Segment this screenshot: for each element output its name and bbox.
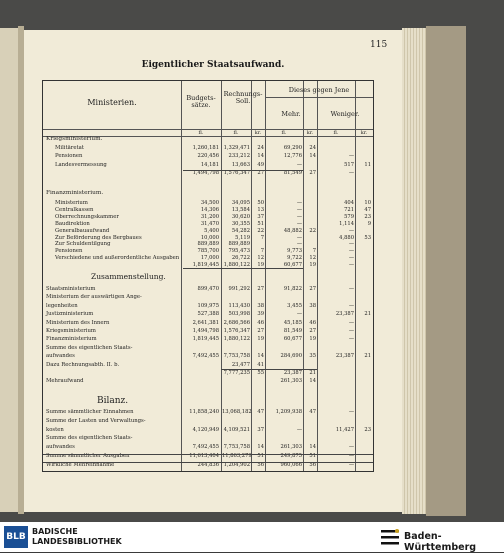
row-label: Ministerium xyxy=(55,200,88,206)
mehr-kr: 51 xyxy=(309,453,316,459)
row-label: Ministerium des Innern xyxy=(46,319,110,326)
mehr-value: — xyxy=(296,206,302,213)
document-page xyxy=(24,30,402,512)
rechnung-kr: 55 xyxy=(257,370,264,376)
rechnung-value: 1,329,471 xyxy=(223,145,250,151)
rechnung-kr: 19 xyxy=(257,262,264,269)
row-label: aufwandes xyxy=(46,353,75,360)
sum-rule xyxy=(43,462,373,463)
mehr-value: 23,387 xyxy=(283,370,302,376)
row-label: Generalbauaufwand xyxy=(55,227,110,234)
weniger-value: — xyxy=(348,248,354,255)
weniger-value: 517 xyxy=(344,161,354,168)
rechnung-value: 1,576,347 xyxy=(223,328,250,334)
left-page-edge xyxy=(0,28,18,512)
weniger-value: 579 xyxy=(344,213,354,220)
budget-value: 109,975 xyxy=(197,302,219,309)
section-heading: Bilanz. xyxy=(97,396,129,406)
mehr-value: — xyxy=(296,426,302,433)
mehr-kr: 56 xyxy=(309,461,316,468)
mehr-value: 81,549 xyxy=(283,170,302,177)
mehr-value: 9,773 xyxy=(287,248,302,255)
mehr-value: 1,209,938 xyxy=(275,409,302,415)
rechnung-kr: 39 xyxy=(257,311,264,318)
mehr-value: 9,722 xyxy=(287,255,302,262)
mehr-value: — xyxy=(296,161,302,168)
rechnung-kr: 7 xyxy=(260,234,264,241)
rechnung-kr: 27 xyxy=(257,170,264,177)
budget-value: 14,181 xyxy=(200,161,219,168)
weniger-kr: 9 xyxy=(367,220,371,227)
mehr-kr: 19 xyxy=(309,336,316,343)
mehr-kr: 19 xyxy=(309,262,316,269)
mehr-value: 960,066 xyxy=(280,461,302,468)
weniger-kr: 21 xyxy=(364,353,371,360)
rechnung-kr: 38 xyxy=(257,302,264,309)
blb-name xyxy=(32,527,122,547)
col-divider xyxy=(303,97,304,130)
weniger-value: 4,880 xyxy=(339,234,354,241)
unit-fl: fl. xyxy=(333,130,339,136)
rechnung-kr: 22 xyxy=(257,227,264,234)
mehr-kr: 35 xyxy=(309,353,316,360)
blb-logo[interactable]: BLB xyxy=(4,526,28,548)
mehr-value: — xyxy=(296,220,302,227)
page-number: 115 xyxy=(370,40,388,50)
bw-name: Baden-Württemberg xyxy=(404,531,477,553)
mehr-value: 48,882 xyxy=(283,227,302,234)
weniger-value: — xyxy=(348,286,354,292)
header-rule xyxy=(265,97,373,98)
row-label: Finanzministerium xyxy=(46,336,97,343)
weniger-value: — xyxy=(348,241,354,248)
header-vergleich: Dieses gegen Jene xyxy=(288,86,350,94)
weniger-value: — xyxy=(348,328,354,334)
mehr-value: — xyxy=(296,241,302,248)
rechnung-value: 7,777,235 xyxy=(223,370,250,376)
mehr-value: — xyxy=(296,213,302,220)
weniger-value: 23,387 xyxy=(335,311,354,318)
sum-rule xyxy=(43,454,373,455)
header-mehr: Mehr. xyxy=(281,110,301,118)
rechnung-kr: 49 xyxy=(257,161,264,168)
rechnung-value: 11,863,279 xyxy=(222,453,252,459)
mehr-kr: 38 xyxy=(309,302,316,309)
rechnung-kr: 13 xyxy=(257,206,264,213)
col-divider xyxy=(355,81,356,471)
row-label: Centralkassen xyxy=(55,206,94,213)
page-title: Eigentlicher Staatsaufwand. xyxy=(141,60,285,70)
section-heading: Finanzministerium. xyxy=(46,190,104,196)
rechnung-value: 7,753,758 xyxy=(223,353,250,360)
mehr-kr: 47 xyxy=(309,409,316,415)
weniger-value: 23,387 xyxy=(335,353,354,360)
rechnung-value: 5,119 xyxy=(235,234,250,241)
section-heading: Zusammenstellung. xyxy=(91,272,166,281)
mehr-value: 261,303 xyxy=(280,444,302,451)
section-heading: Kriegsministerium. xyxy=(46,136,103,142)
weniger-value: 11,427 xyxy=(335,426,354,433)
expenditure-table xyxy=(42,80,374,472)
budget-value: 899,470 xyxy=(197,286,219,292)
mehr-kr: 21 xyxy=(309,370,316,376)
rechnung-kr: 46 xyxy=(257,319,264,326)
weniger-kr: 11 xyxy=(364,161,371,168)
header-budget: Budgets- sätze. xyxy=(186,94,216,109)
mehr-value: 69,290 xyxy=(283,145,302,151)
row-label: Pensionen xyxy=(55,248,83,255)
budget-value: 2,641,381 xyxy=(192,319,219,326)
row-label: Summe sämmtlicher Einnahmen xyxy=(46,409,134,415)
row-label: Landesvermessung xyxy=(55,161,107,168)
weniger-value: — xyxy=(348,453,354,459)
mehr-value: — xyxy=(296,234,302,241)
rechnung-value: 26,722 xyxy=(231,255,250,262)
budget-value: 34,500 xyxy=(200,200,219,206)
unit-kr: kr. xyxy=(360,130,368,136)
mehr-kr: 14 xyxy=(309,378,316,385)
weniger-kr: 21 xyxy=(364,311,371,318)
rechnung-kr: 14 xyxy=(257,353,264,360)
row-label: Summe des eigentlichen Staats- xyxy=(46,344,133,351)
weniger-value: 721 xyxy=(344,206,354,213)
budget-value: 31,200 xyxy=(200,213,219,220)
mehr-value: 249,875 xyxy=(280,453,302,459)
bw-lions-icon xyxy=(380,527,400,547)
row-label: Zur Beförderung des Bergbaues xyxy=(55,234,142,241)
row-label: Summe sämmtlicher Ausgaben xyxy=(46,453,130,459)
rechnung-value: 13,584 xyxy=(231,206,250,213)
budget-value: 11,613,404 xyxy=(189,453,219,459)
scan-background-right xyxy=(466,0,504,522)
rechnung-value: 1,576,347 xyxy=(223,170,250,177)
col-divider xyxy=(181,81,182,471)
weniger-value: — xyxy=(348,255,354,262)
budget-value: 1,494,798 xyxy=(192,328,219,334)
rechnung-kr: 27 xyxy=(257,328,264,334)
rechnung-value: 23,477 xyxy=(231,361,250,368)
mehr-kr: 14 xyxy=(309,153,316,160)
rechnung-value: 4,109,521 xyxy=(223,426,250,433)
mehr-kr: 27 xyxy=(309,328,316,334)
weniger-value: — xyxy=(348,319,354,326)
mehr-kr: 7 xyxy=(312,248,316,255)
rechnung-kr: 27 xyxy=(257,286,264,292)
rechnung-value: 30,620 xyxy=(231,213,250,220)
rechnung-value: 1,880,122 xyxy=(223,262,250,269)
budget-value: 889,889 xyxy=(197,241,219,248)
row-label: Militäretat xyxy=(55,145,84,151)
weniger-value: — xyxy=(348,153,354,160)
header-weniger: Weniger. xyxy=(330,110,360,118)
header-ministerien: Ministerien. xyxy=(87,98,137,107)
budget-value: 527,388 xyxy=(197,311,219,318)
weniger-kr: 47 xyxy=(364,206,371,213)
rechnung-value: 30,355 xyxy=(231,220,250,227)
rechnung-value: 13,068,182 xyxy=(222,409,252,415)
weniger-kr: 23 xyxy=(364,426,371,433)
row-label: Baudirektion xyxy=(55,220,90,227)
budget-value: 220,456 xyxy=(197,153,219,160)
budget-value: 7,492,455 xyxy=(192,444,219,451)
rechnung-value: 7,753,758 xyxy=(223,444,250,451)
blb-name-line1: BADISCHE xyxy=(32,527,78,536)
row-label: Wirkliche Mehreinnahme xyxy=(46,461,115,468)
weniger-value: 404 xyxy=(344,200,354,206)
sum-rule xyxy=(183,170,303,171)
row-label: Staatsministerium xyxy=(46,286,96,292)
weniger-value: — xyxy=(348,262,354,269)
weniger-kr: 10 xyxy=(364,200,371,206)
rechnung-value: 34,095 xyxy=(231,200,250,206)
mehr-kr: 27 xyxy=(309,170,316,177)
weniger-kr: 53 xyxy=(364,234,371,241)
sum-rule xyxy=(221,369,317,370)
mehr-kr: 12 xyxy=(309,255,316,262)
budget-value: 1,819,445 xyxy=(192,336,219,343)
page-stack-edge xyxy=(402,28,426,514)
weniger-value: 1,114 xyxy=(339,220,354,227)
weniger-kr: 23 xyxy=(364,213,371,220)
rechnung-kr: 19 xyxy=(257,336,264,343)
rechnung-kr: 37 xyxy=(257,213,264,220)
unit-kr: kr. xyxy=(306,130,314,136)
rechnung-kr: 37 xyxy=(257,426,264,433)
row-label: Verschiedene und außerordentliche Ausgaben xyxy=(55,255,180,262)
mehr-value: — xyxy=(296,200,302,206)
budget-value: 17,000 xyxy=(200,255,219,262)
weniger-value: — xyxy=(348,444,354,451)
mehr-kr: 24 xyxy=(309,145,316,151)
rechnung-kr: 12 xyxy=(257,255,264,262)
row-label: Zur Schuldentilgung xyxy=(55,241,111,248)
budget-value: 1,260,181 xyxy=(192,145,219,151)
mehr-value: 45,185 xyxy=(283,319,302,326)
budget-value: 11,858,240 xyxy=(189,409,219,415)
mehr-value: 60,677 xyxy=(283,262,302,269)
budget-value: 244,836 xyxy=(197,461,219,468)
sum-rule xyxy=(183,268,303,269)
weniger-value: — xyxy=(348,302,354,309)
rechnung-kr: 41 xyxy=(257,361,264,368)
unit-kr: kr. xyxy=(254,130,262,136)
budget-value: 5,400 xyxy=(204,227,219,234)
rechnung-kr: 47 xyxy=(257,409,264,415)
budget-value: 785,700 xyxy=(197,248,219,255)
budget-value: 14,306 xyxy=(200,206,219,213)
blb-name-line2: LANDESBIBLIOTHEK xyxy=(32,537,122,546)
rechnung-kr: 51 xyxy=(257,220,264,227)
rechnung-value: 1,880,122 xyxy=(223,336,250,343)
budget-value: 31,470 xyxy=(200,220,219,227)
mehr-value: 284,690 xyxy=(280,353,302,360)
unit-fl: fl. xyxy=(198,130,204,136)
mehr-value: 91,822 xyxy=(283,286,302,292)
budget-value: 7,492,455 xyxy=(192,353,219,360)
rechnung-value: 233,212 xyxy=(228,153,250,160)
rechnung-kr: 14 xyxy=(257,444,264,451)
weniger-value: — xyxy=(348,227,354,234)
row-label: Dazu Rechnungsabth. II. b. xyxy=(46,361,120,368)
row-label: Justizministerium xyxy=(46,311,94,318)
mehr-value: — xyxy=(296,311,302,318)
mehr-value: 81,549 xyxy=(283,328,302,334)
rechnung-kr: 14 xyxy=(257,153,264,160)
row-label: aufwandes xyxy=(46,444,75,451)
unit-fl: fl. xyxy=(233,130,239,136)
row-label: legenheiten xyxy=(46,302,78,309)
mehr-value: 261,303 xyxy=(280,378,302,385)
mehr-kr: 46 xyxy=(309,319,316,326)
mehr-value: 3,455 xyxy=(287,302,302,309)
rechnung-value: 991,292 xyxy=(228,286,250,292)
mehr-value: 12,776 xyxy=(283,153,302,160)
row-label: Oberrechnungskammer xyxy=(55,213,119,220)
row-label: Summe der Lasten und Verwaltungs- xyxy=(46,417,146,424)
rechnung-value: 1,204,902 xyxy=(223,461,250,468)
rechnung-value: 113,430 xyxy=(228,302,250,309)
rechnung-value: 54,282 xyxy=(231,227,250,234)
row-label: Summe des eigentlichen Staats- xyxy=(46,435,133,442)
rechnung-kr: 50 xyxy=(257,200,264,206)
row-label: Mehraufwand xyxy=(46,378,84,385)
mehr-kr: 22 xyxy=(309,227,316,234)
row-label: Ministerium der auswärtigen Ange- xyxy=(46,294,142,301)
rechnung-value: 2,686,566 xyxy=(223,319,250,326)
weniger-value: — xyxy=(348,336,354,343)
rechnung-value: 13,663 xyxy=(231,161,250,168)
rechnung-kr: 51 xyxy=(257,453,264,459)
header-rechnung: Rechnungs- Soll. xyxy=(223,90,263,105)
rechnung-value: 795,473 xyxy=(228,248,250,255)
rechnung-kr: 7 xyxy=(260,248,264,255)
weniger-value: — xyxy=(348,409,354,415)
rechnung-kr: 24 xyxy=(257,145,264,151)
row-label: Pensionen xyxy=(55,153,83,160)
book-cover-board xyxy=(426,26,466,516)
budget-value: 4,120,949 xyxy=(192,426,219,433)
rechnung-kr: 56 xyxy=(257,461,264,468)
weniger-value: — xyxy=(348,461,354,468)
row-label: Kriegsministerium xyxy=(46,328,96,334)
mehr-kr: 14 xyxy=(309,444,316,451)
budget-value: 1,494,798 xyxy=(192,170,219,177)
unit-fl: fl. xyxy=(281,130,287,136)
budget-value: 10,000 xyxy=(200,234,219,241)
mehr-value: 60,677 xyxy=(283,336,302,343)
budget-value: 1,819,445 xyxy=(192,262,219,269)
footer-bar xyxy=(0,522,504,552)
rechnung-value: 889,889 xyxy=(228,241,250,248)
row-label: kosten xyxy=(46,426,64,433)
rechnung-value: 503,998 xyxy=(228,311,250,318)
mehr-kr: 27 xyxy=(309,286,316,292)
weniger-value: — xyxy=(348,170,354,177)
